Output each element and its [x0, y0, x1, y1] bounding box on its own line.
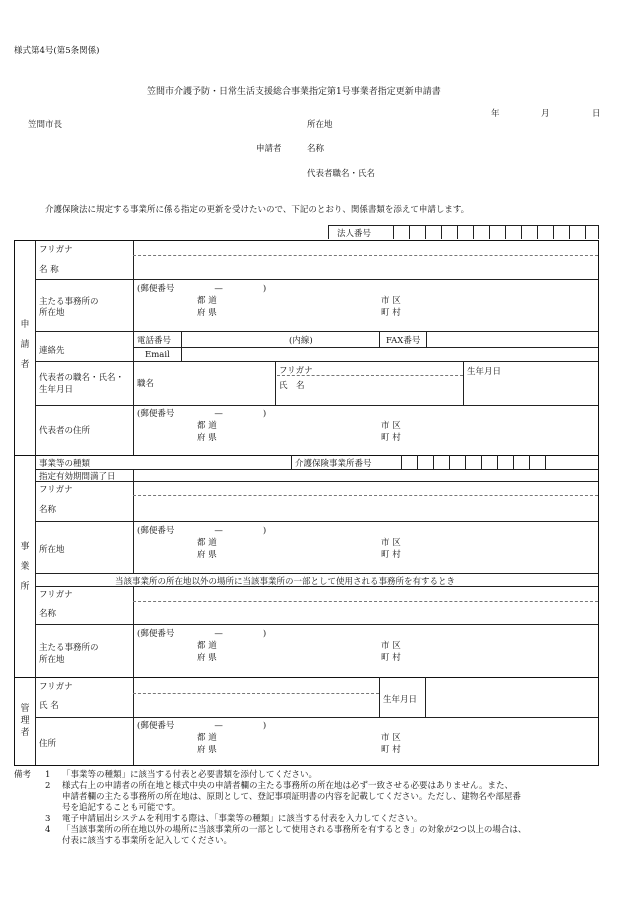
- applicant-label: 申請者: [256, 144, 282, 154]
- note-3-line-1: 電子申請届出システムを利用する際は、「事業等の種類」に該当する付表を入力してください。: [62, 814, 423, 824]
- intro-text: 介護保険法に規定する事業所に係る指定の更新を受けたいので、下記のとおり、関係書類を添えて申請します。: [45, 205, 470, 215]
- note-1-num: 1: [45, 770, 51, 780]
- pref-fu: 府 県: [197, 653, 217, 663]
- office-name-label: 名称: [39, 505, 57, 515]
- manager-address-label: 住所: [39, 739, 57, 749]
- corp-number-box[interactable]: [328, 225, 599, 239]
- other-main-office-label2: 所在地: [39, 655, 65, 665]
- form-number: 様式第4号(第5条関係): [14, 46, 100, 56]
- postal-label: (郵便番号: [137, 721, 175, 731]
- pref-to: 都 道: [197, 538, 217, 548]
- other-furigana-label: フリガナ: [39, 590, 73, 600]
- phone-label: 電話番号: [137, 336, 172, 346]
- expiry-label: 指定有効期間満了日: [39, 472, 116, 482]
- postal-label: (郵便番号: [137, 629, 175, 639]
- pref-fu: 府 県: [197, 550, 217, 560]
- applicant-name-label: 名称: [307, 144, 325, 154]
- rep-postal[interactable]: [137, 407, 266, 419]
- rep-title-label2: 生年月日: [39, 385, 74, 395]
- applicant-postal[interactable]: [137, 282, 266, 294]
- applicant-address-label: 所在地: [307, 120, 333, 130]
- date-year[interactable]: 年: [491, 109, 500, 119]
- pref-fu: 府 県: [197, 308, 217, 318]
- applicant-rep-label: 代表者職名・氏名: [307, 169, 376, 179]
- postal-dash: —: [214, 409, 223, 419]
- note-3-num: 3: [45, 814, 51, 824]
- email-label: Email: [145, 350, 170, 360]
- rep-furigana-label: フリガナ: [279, 366, 313, 376]
- pref-to: 都 道: [197, 641, 217, 651]
- note-2-line-2: 申請者欄の主たる事務所の所在地は、原則として、登記事項証明書の内容を記載してください。ただし、建物名や部屋番: [62, 792, 521, 802]
- other-postal[interactable]: [137, 627, 266, 639]
- postal-close: ): [262, 284, 267, 294]
- addressee: 笠間市長: [28, 120, 63, 130]
- postal-dash: —: [214, 526, 223, 536]
- postal-label: (郵便番号: [137, 284, 175, 294]
- fax-label: FAX番号: [386, 336, 421, 346]
- postal-close: ): [262, 526, 267, 536]
- note-1-line-1: 「事業等の種類」に該当する付表と必要書類を添付してください。: [62, 770, 318, 780]
- postal-label: (郵便番号: [137, 526, 175, 536]
- postal-close: ): [262, 409, 267, 419]
- city-cho: 町 村: [381, 653, 401, 663]
- pref-fu: 府 県: [197, 433, 217, 443]
- date-month[interactable]: 月: [541, 109, 550, 119]
- city-shi: 市 区: [381, 296, 401, 306]
- pref-to: 都 道: [197, 421, 217, 431]
- postal-label: (郵便番号: [137, 409, 175, 419]
- section-applicant-label: 申 請 者: [20, 320, 30, 370]
- city-shi: 市 区: [381, 421, 401, 431]
- pref-to: 都 道: [197, 296, 217, 306]
- city-cho: 町 村: [381, 433, 401, 443]
- office-postal[interactable]: [137, 524, 266, 536]
- office-location-label: 所在地: [39, 545, 65, 555]
- note-2-line-1: 様式右上の申請者の所在地と様式中央の申請者欄の主たる事務所の所在地は必ず一致させる必要はありません。また、: [62, 781, 514, 791]
- ext-label: (内線): [289, 336, 313, 346]
- applicant-name-label-row: 名 称: [39, 265, 59, 275]
- note-2-num: 2: [45, 781, 51, 791]
- pref-to: 都 道: [197, 733, 217, 743]
- city-cho: 町 村: [381, 308, 401, 318]
- rep-title-label: 代表者の職名・氏名・: [39, 373, 125, 383]
- section-office-label: 事 業 所: [20, 542, 30, 592]
- section-manager-label: 管 理 者: [20, 704, 30, 738]
- rep-address-label: 代表者の住所: [39, 426, 91, 436]
- city-cho: 町 村: [381, 550, 401, 560]
- rep-shimei-label: 氏 名: [279, 381, 305, 391]
- city-shi: 市 区: [381, 538, 401, 548]
- office-furigana-label: フリガナ: [39, 485, 73, 495]
- manager-furigana-label: フリガナ: [39, 682, 73, 692]
- note-4-line-1: 「当該事業所の所在地以外の場所に当該事業所の一部として使用される事務所を有するとき」の対象が2つ以上の場合は、: [62, 825, 527, 835]
- date-day[interactable]: 日: [592, 109, 601, 119]
- care-number-label: 介護保険事業所番号: [295, 459, 372, 469]
- postal-dash: —: [214, 284, 223, 294]
- postal-dash: —: [214, 721, 223, 731]
- city-shi: 市 区: [381, 733, 401, 743]
- pref-fu: 府 県: [197, 745, 217, 755]
- corp-number-label: 法人番号: [337, 229, 372, 239]
- city-shi: 市 区: [381, 641, 401, 651]
- postal-dash: —: [214, 629, 223, 639]
- postal-close: ): [262, 721, 267, 731]
- applicant-furigana-label: フリガナ: [39, 245, 73, 255]
- notes-head: 備考: [14, 770, 32, 780]
- applicant-main-office-label: 主たる事務所の: [39, 297, 99, 307]
- rep-job-label: 職名: [137, 379, 155, 389]
- other-main-office-label: 主たる事務所の: [39, 643, 99, 653]
- page-title: 笠間市介護予防・日常生活支援総合事業指定第1号事業者指定更新申請書: [147, 87, 441, 97]
- note-2-line-3: 号を追記することも可能です。: [62, 803, 181, 813]
- note-4-line-2: 付表に該当する事業所を記入してください。: [62, 836, 233, 846]
- applicant-main-office-label2: 所在地: [39, 308, 65, 318]
- contact-label: 連絡先: [39, 346, 65, 356]
- manager-name-label: 氏 名: [39, 701, 59, 711]
- note-4-num: 4: [45, 825, 51, 835]
- application-form: [14, 240, 599, 766]
- city-cho: 町 村: [381, 745, 401, 755]
- other-office-heading: 当該事業所の所在地以外の場所に当該事業所の一部として使用される事務所を有するとき: [115, 577, 456, 587]
- business-type-label: 事業等の種類: [39, 459, 91, 469]
- manager-postal[interactable]: [137, 719, 266, 731]
- postal-close: ): [262, 629, 267, 639]
- rep-birthdate-label: 生年月日: [467, 367, 502, 377]
- other-name-label: 名称: [39, 609, 57, 619]
- manager-birthdate-label: 生年月日: [383, 695, 418, 705]
